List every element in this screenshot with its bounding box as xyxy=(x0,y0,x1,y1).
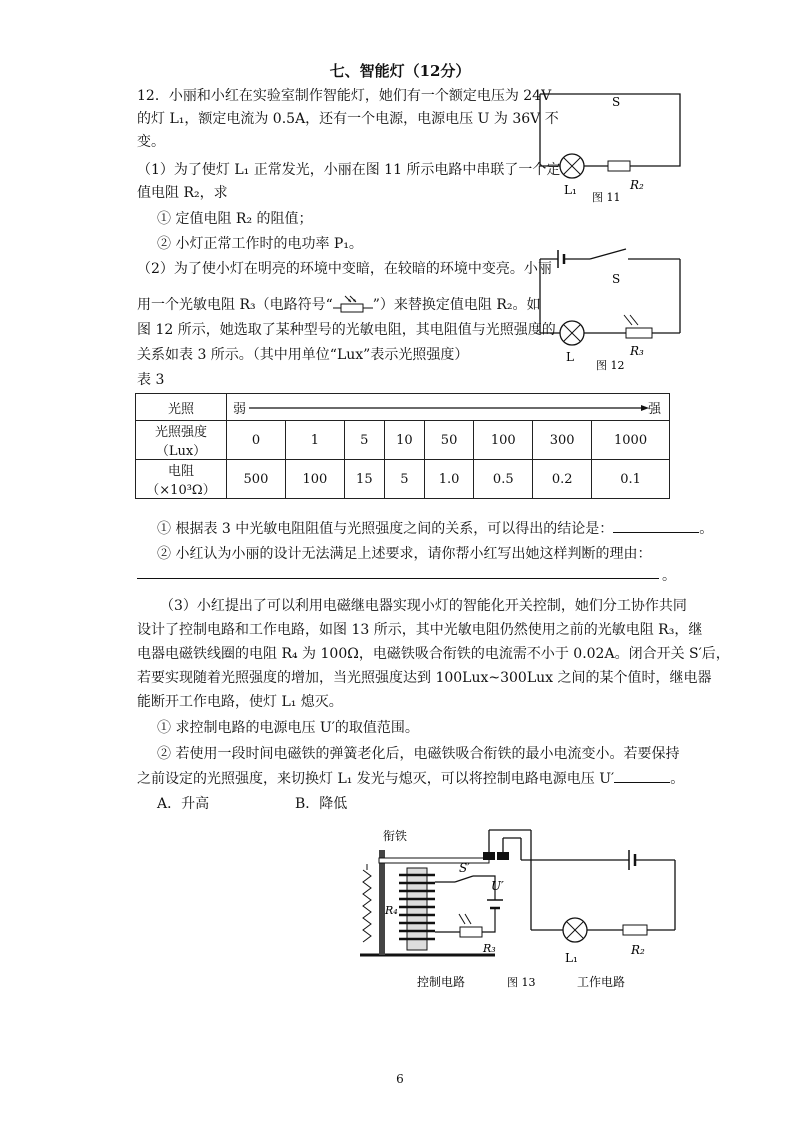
fig12-resistor-label: R₃ xyxy=(630,344,644,358)
resistance-cell: 500 xyxy=(227,460,286,499)
figure-12-circuit xyxy=(530,245,690,375)
table-row xyxy=(136,460,670,499)
table-row xyxy=(136,394,670,421)
intensity-cell: 50 xyxy=(424,421,473,460)
resistance-cell: 0.1 xyxy=(592,460,670,499)
photoresistor-symbol-icon xyxy=(333,295,373,315)
fig13-switch-label: S′ xyxy=(459,861,470,875)
q12-line3: 变。 xyxy=(137,134,165,150)
p3-item2b-end: 。 xyxy=(670,771,685,787)
resistor-icon xyxy=(608,161,630,171)
fig11-lamp-label: L₁ xyxy=(564,183,577,197)
resistance-cell: 0.2 xyxy=(533,460,592,499)
intensity-cell: 100 xyxy=(474,421,533,460)
intensity-cell: 1000 xyxy=(592,421,670,460)
row3-label-b: （×10³Ω） xyxy=(146,483,216,498)
p1-item2: ② 小灯正常工作时的电功率 P₁。 xyxy=(157,236,363,252)
fig13-source-label: U′ xyxy=(491,879,504,893)
p3-item1: ① 求控制电路的电源电压 U′的取值范围。 xyxy=(157,720,419,736)
answer-blank-2[interactable] xyxy=(137,578,659,579)
p2-line4: 关系如表 3 所示。（其中用单位“Lux”表示光照强度） xyxy=(137,347,469,363)
p3-line5: 能断开工作电路，使灯 L₁ 熄灭。 xyxy=(137,694,343,710)
p3-item2a: ② 若使用一段时间电磁铁的弹簧老化后，电磁铁吸合衔铁的最小电流变小。若要保持 xyxy=(157,746,680,762)
switch-icon xyxy=(590,249,626,259)
page-number: 6 xyxy=(396,1072,404,1086)
fig13-lamp-label: L₁ xyxy=(565,951,578,965)
p1-line2: 值电阻 R₂，求 xyxy=(137,185,228,201)
strong-label: 强 xyxy=(647,402,661,417)
fig13-caption: 图 13 xyxy=(507,976,536,989)
p3-line1: （3）小红提出了可以利用电磁继电器实现小灯的智能化开关控制，她们分工协作共同 xyxy=(160,598,687,614)
p3-item2b-text: 之前设定的光照强度，来切换灯 L₁ 发光与熄灭，可以将控制电路电源电压 U′ xyxy=(137,771,615,787)
work-circuit-label: 工作电路 xyxy=(577,975,626,989)
row1-label: 光照 xyxy=(136,394,227,421)
row3-label-a: 电阻 xyxy=(167,464,194,479)
fig12-caption: 图 12 xyxy=(596,359,625,372)
q12-line2: 的灯 L₁，额定电流为 0.5A，还有一个电源，电源电压 U 为 36V 不 xyxy=(137,111,559,127)
p2-q1-end: 。 xyxy=(699,521,714,537)
armature-label: 衔铁 xyxy=(383,829,408,843)
resistance-cell: 0.5 xyxy=(474,460,533,499)
row2-label xyxy=(136,421,227,460)
p2-line3: 图 12 所示，她选取了某种型号的光敏电阻，其电阻值与光照强度的 xyxy=(137,322,556,338)
fig11-caption: 图 11 xyxy=(592,191,621,204)
fig12-lamp-label: L xyxy=(566,350,574,364)
option-b[interactable]: B．降低 xyxy=(295,796,348,812)
intensity-cell: 10 xyxy=(384,421,424,460)
figure-13-circuit xyxy=(355,820,685,995)
intensity-cell: 0 xyxy=(227,421,286,460)
control-switch-icon xyxy=(455,876,473,882)
armature-bar xyxy=(379,858,489,863)
p2-q2-end: 。 xyxy=(662,568,676,584)
direction-arrow-icon xyxy=(249,405,649,411)
section-title: 七、智能灯（12分） xyxy=(329,62,471,80)
contact-icon xyxy=(483,852,495,860)
row2-label-b: （Lux） xyxy=(155,444,207,459)
q12-line1: 12．小丽和小红在实验室制作智能灯，她们有一个额定电压为 24V xyxy=(137,88,552,104)
support-post xyxy=(379,850,385,955)
spring-icon xyxy=(363,870,371,942)
p2-line2a: 用一个光敏电阻 R₃（电路符号“ xyxy=(137,297,333,313)
p3-line4: 若要实现随着光照强度的增加，当光照强度达到 100Lux~300Lux 之间的某个值时，继电器 xyxy=(137,670,712,686)
photoresistor-icon xyxy=(626,328,652,338)
control-circuit-label: 控制电路 xyxy=(417,975,466,989)
control-photoresistor-icon xyxy=(460,927,482,937)
resistance-cell: 5 xyxy=(384,460,424,499)
p3-item2b xyxy=(137,768,684,789)
figure-11-circuit xyxy=(530,86,690,206)
answer-blank-1[interactable] xyxy=(613,518,699,533)
table-row xyxy=(136,421,670,460)
fig11-switch-label: S xyxy=(612,95,621,109)
electromagnet-core xyxy=(407,868,427,950)
p3-line3: 电器电磁铁线圈的电阻 R₄ 为 100Ω，电磁铁吸合衔铁的电流需不小于 0.02A。闭合开关 S′后， xyxy=(137,646,730,662)
answer-blank-3[interactable] xyxy=(614,768,670,783)
work-resistor-icon xyxy=(623,925,647,935)
row2-label-a: 光照强度 xyxy=(154,425,207,440)
light-direction-cell xyxy=(227,394,670,421)
p2-q1-text: ① 根据表 3 中光敏电阻阻值与光照强度之间的关系，可以得出的结论是： xyxy=(157,521,614,537)
weak-label: 弱 xyxy=(233,402,247,417)
p2-q2: ② 小红认为小丽的设计无法满足上述要求，请你帮小红写出她这样判断的理由： xyxy=(157,546,652,562)
intensity-cell: 300 xyxy=(533,421,592,460)
resistance-cell: 1.0 xyxy=(424,460,473,499)
fig13-r3-label: R₃ xyxy=(483,942,496,955)
intensity-cell: 1 xyxy=(285,421,344,460)
p2-line2 xyxy=(137,295,541,315)
table3 xyxy=(135,393,670,499)
fig13-r4-label: R₄ xyxy=(385,904,398,917)
p1-item1: ① 定值电阻 R₂ 的阻值； xyxy=(157,211,313,227)
intensity-cell: 5 xyxy=(344,421,384,460)
resistance-cell: 15 xyxy=(344,460,384,499)
p2-line2b: ”）来替换定值电阻 R₂。如 xyxy=(372,297,541,313)
table3-caption: 表 3 xyxy=(137,372,165,388)
fig12-switch-label: S xyxy=(612,272,621,286)
option-a[interactable]: A．升高 xyxy=(157,796,210,812)
fig11-resistor-label: R₂ xyxy=(630,178,644,192)
p2-q1 xyxy=(157,518,713,539)
p2-line1: （2）为了使小灯在明亮的环境中变暗，在较暗的环境中变亮。小丽 xyxy=(137,261,552,277)
fig13-r2-label: R₂ xyxy=(631,943,645,957)
p1-line1: （1）为了使灯 L₁ 正常发光，小丽在图 11 所示电路中串联了一个定 xyxy=(137,162,561,178)
row3-label xyxy=(136,460,227,499)
p3-line2: 设计了控制电路和工作电路，如图 13 所示，其中光敏电阻仍然使用之前的光敏电阻 R₃，继 xyxy=(137,622,703,638)
resistance-cell: 100 xyxy=(285,460,344,499)
